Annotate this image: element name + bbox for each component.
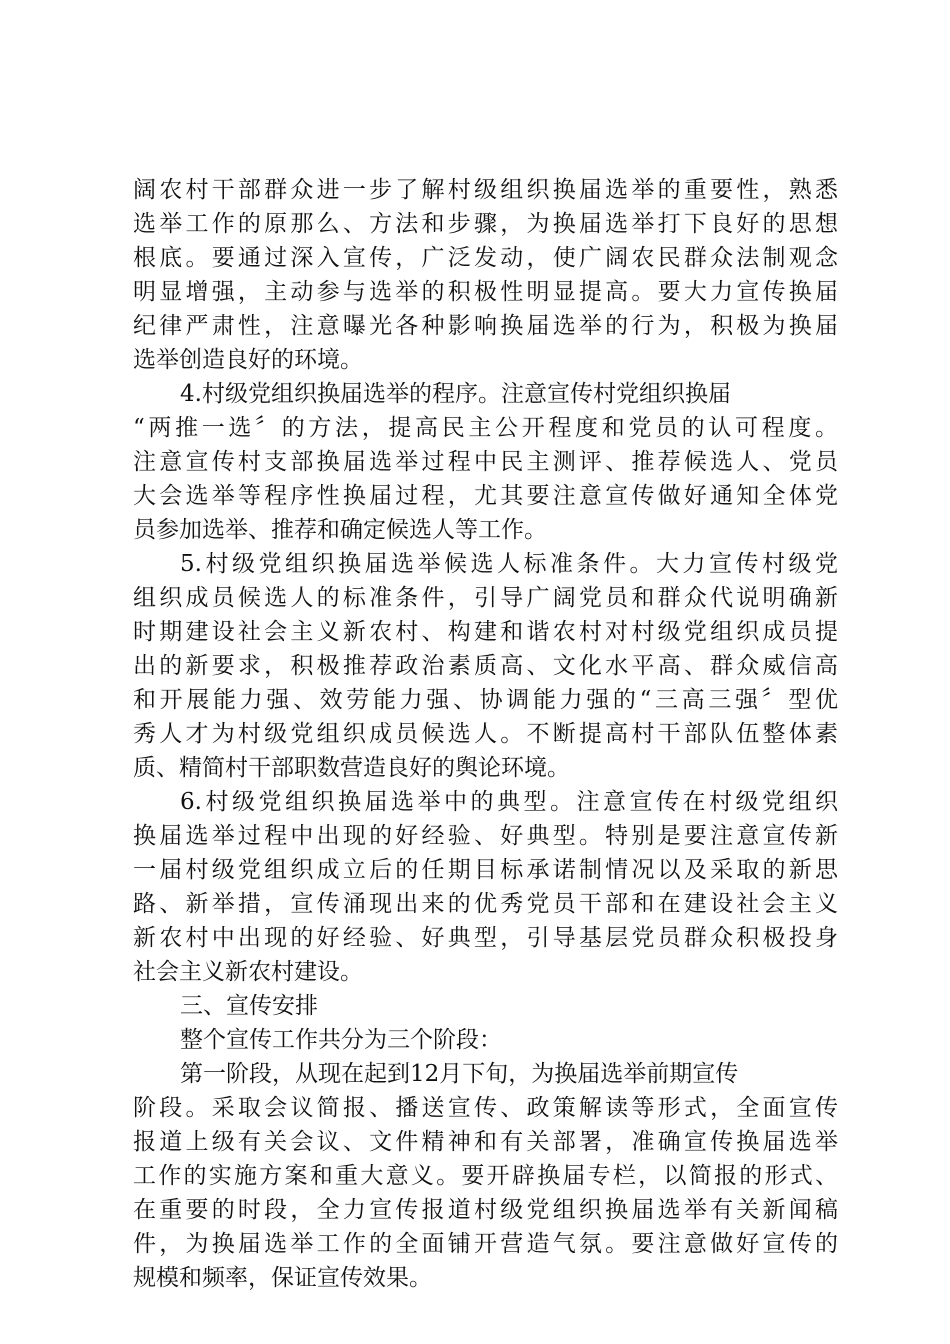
text-line: 出的新要求，积极推荐政治素质高、文化水平高、群众威信高 — [133, 653, 838, 679]
text-line: 社会主义新农村建设。 — [133, 959, 363, 985]
text-line: 选举工作的原那么、方法和步骤，为换届选举打下良好的思想 — [133, 211, 838, 237]
text-line: 阶段。采取会议简报、播送宣传、政策解读等形式，全面宣传 — [133, 1095, 838, 1121]
text-line: 5.村级党组织换届选举候选人标准条件。大力宣传村级党 — [180, 551, 838, 577]
text-line: 纪律严肃性，注意曝光各种影响换届选举的行为，积极为换届 — [133, 313, 838, 339]
text-line: “两推一选〞的方法，提高民主公开程度和党员的认可程度。 — [133, 415, 838, 441]
text-line: 大会选举等程序性换届过程，尤其要注意宣传做好通知全体党 — [133, 483, 838, 509]
text-line: 换届选举过程中出现的好经验、好典型。特别是要注意宣传新 — [133, 823, 838, 849]
text-line: 员参加选举、推荐和确定候选人等工作。 — [133, 517, 547, 543]
document-body — [133, 173, 838, 1295]
text-line: 规模和频率，保证宣传效果。 — [133, 1265, 432, 1291]
text-line: 阔农村干部群众进一步了解村级组织换届选举的重要性，熟悉 — [133, 177, 838, 203]
text-line: 根底。要通过深入宣传，广泛发动，使广阔农民群众法制观念 — [133, 245, 838, 271]
text-line: 秀人才为村级党组织成员候选人。不断提高村干部队伍整体素 — [133, 721, 838, 747]
text-line: 和开展能力强、效劳能力强、协调能力强的“三高三强〞型优 — [133, 687, 838, 713]
text-line: 路、新举措，宣传涌现出来的优秀党员干部和在建设社会主义 — [133, 891, 838, 917]
text-line: 整个宣传工作共分为三个阶段： — [180, 1027, 502, 1053]
text-line: 选举创造良好的环境。 — [133, 347, 363, 373]
text-line: 新农村中出现的好经验、好典型，引导基层党员群众积极投身 — [133, 925, 838, 951]
text-line: 工作的实施方案和重大意义。要开辟换届专栏，以简报的形式、 — [133, 1163, 838, 1189]
text-line: 件，为换届选举工作的全面铺开营造气氛。要注意做好宣传的 — [133, 1231, 838, 1257]
text-line: 在重要的时段，全力宣传报道村级党组织换届选举有关新闻稿 — [133, 1197, 838, 1223]
text-line: 三、宣传安排 — [180, 993, 318, 1019]
text-line: 报道上级有关会议、文件精神和有关部署，准确宣传换届选举 — [133, 1129, 838, 1155]
text-line: 注意宣传村支部换届选举过程中民主测评、推荐候选人、党员 — [133, 449, 838, 475]
text-line: 时期建设社会主义新农村、构建和谐农村对村级党组织成员提 — [133, 619, 838, 645]
text-line: 4.村级党组织换届选举的程序。注意宣传村党组织换届 — [180, 381, 731, 407]
text-line: 第一阶段，从现在起到12月下旬，为换届选举前期宣传 — [180, 1061, 739, 1087]
text-line: 组织成员候选人的标准条件，引导广阔党员和群众代说明确新 — [133, 585, 838, 611]
text-line: 6.村级党组织换届选举中的典型。注意宣传在村级党组织 — [180, 789, 838, 815]
text-line: 质、精简村干部职数营造良好的舆论环境。 — [133, 755, 570, 781]
text-line: 明显增强，主动参与选举的积极性明显提高。要大力宣传换届 — [133, 279, 838, 305]
text-line: 一届村级党组织成立后的任期目标承诺制情况以及采取的新思 — [133, 857, 838, 883]
